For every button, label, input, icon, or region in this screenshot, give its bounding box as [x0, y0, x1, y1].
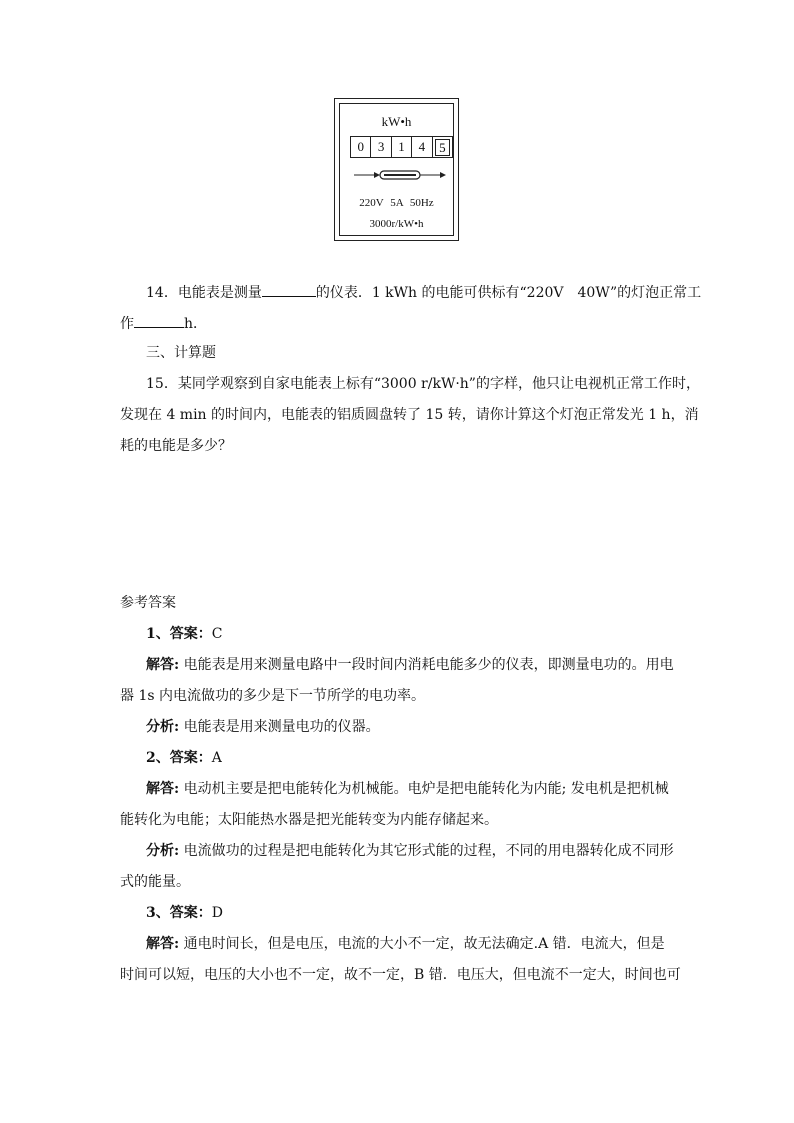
- q14-blank-2: [134, 313, 184, 328]
- answers-title: 参考答案: [120, 595, 176, 611]
- question-15-line2: 发现在 4 min 的时间内，电能表的铝质圆盘转了 15 转，请你计算这个灯泡正常发光 1 h，消: [120, 407, 699, 423]
- answer-1: [146, 625, 222, 643]
- answer-3-jie-text: 通电时间长，但是电压，电流的大小不一定，故无法确定.A 错．电流大，但是: [179, 936, 665, 952]
- answer-2-value: A: [211, 750, 222, 766]
- meter-digit: 4: [412, 137, 432, 157]
- answer-1-fx-label: 分析:: [146, 719, 180, 735]
- meter-digit-decimal: [433, 137, 452, 157]
- answer-2-analysis-line1: [146, 842, 674, 860]
- meter-digit: 0: [351, 137, 371, 157]
- meter-disc-icon: [354, 168, 446, 182]
- answer-2-label: 2、答案：: [146, 750, 212, 766]
- meter-digit-display: [350, 136, 453, 158]
- meter-rev-label: 3000r/kW•h: [369, 218, 424, 230]
- answer-2-explanation-line1: [146, 780, 669, 798]
- answer-3-explanation-line2: 时间可以短，电压的大小也不一定，故不一定，B 错．电压大，但电流不一定大，时间也可: [120, 967, 681, 983]
- q14-text-1: 14．电能表是测量: [146, 285, 262, 301]
- meter-digit: 3: [371, 137, 391, 157]
- meter-digit: 1: [392, 137, 412, 157]
- answer-1-explanation-line2: 器 1s 内电流做功的多少是下一节所学的电功率。: [120, 688, 425, 704]
- answer-3-label: 3、答案：: [146, 905, 212, 921]
- answer-3: [146, 904, 223, 922]
- meter-rating-label: 220V 5A 50Hz: [359, 197, 434, 209]
- answer-1-explanation-line1: [146, 656, 674, 674]
- answer-2-explanation-line2: 能转化为电能；太阳能热水器是把光能转变为内能存储起来。: [120, 812, 498, 828]
- answer-3-explanation-line1: [146, 935, 665, 953]
- answer-2-fx-label: 分析:: [146, 843, 180, 859]
- question-14-line2: [120, 313, 207, 333]
- answer-1-label: 1、答案：: [146, 626, 212, 642]
- answer-3-jie-label: 解答:: [146, 936, 180, 952]
- q14-text-2: 的仪表．1 kWh 的电能可供标有“220V 40W”的灯泡正常工: [315, 285, 702, 301]
- answer-1-jie-label: 解答:: [146, 657, 180, 673]
- answer-1-analysis: [146, 718, 380, 736]
- answer-3-value: D: [211, 905, 223, 921]
- question-15-line1: 15．某同学观察到自家电能表上标有“3000 r/kW·h”的字样，他只让电视机正常工作时，: [146, 376, 700, 392]
- question-14-line1: [146, 282, 701, 302]
- q14-text-3: 作: [120, 316, 134, 332]
- q14-text-4: h．: [184, 316, 208, 332]
- answer-1-fx-text: 电能表是用来测量电功的仪器。: [179, 719, 380, 735]
- answer-2-analysis-line2: 式的能量。: [120, 874, 190, 890]
- answer-2: [146, 749, 222, 767]
- q14-blank-1: [262, 282, 316, 297]
- answer-2-jie-label: 解答:: [146, 781, 180, 797]
- energy-meter-figure: [334, 98, 459, 241]
- answer-1-jie-text: 电能表是用来测量电路中一段时间内消耗电能多少的仪表，即测量电功的。用电: [179, 657, 674, 673]
- section-calculation-heading: 三、计算题: [146, 345, 216, 361]
- meter-digit-decimal-value: 5: [435, 139, 450, 156]
- answer-1-value: C: [211, 626, 223, 642]
- answer-2-jie-text: 电动机主要是把电能转化为机械能。电炉是把电能转化为内能; 发电机是把机械: [179, 781, 669, 797]
- question-15-line3: 耗的电能是多少？: [120, 438, 232, 454]
- meter-inner-frame: [339, 103, 454, 236]
- answer-2-fx-text: 电流做功的过程是把电能转化为其它形式能的过程，不同的用电器转化成不同形: [179, 843, 674, 859]
- meter-unit-label: kW•h: [381, 114, 412, 129]
